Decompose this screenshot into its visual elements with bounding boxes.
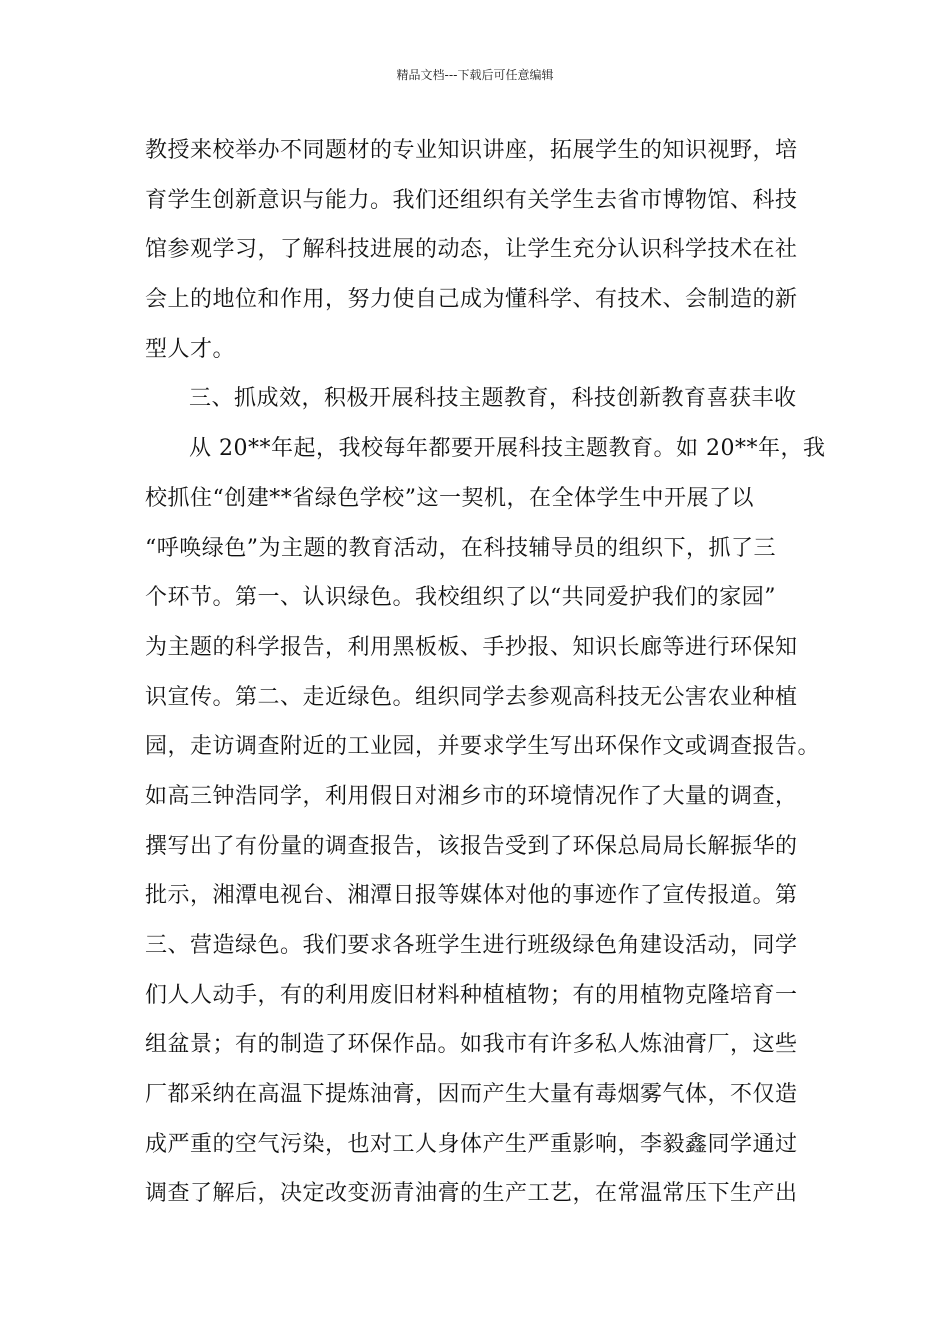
text-line: 们人人动手，有的利用废旧材料种植植物；有的用植物克隆培育一 bbox=[145, 982, 798, 1008]
text-line: 如高三钟浩同学，利用假日对湘乡市的环境情况作了大量的调查， bbox=[145, 783, 798, 809]
text-line: 厂都采纳在高温下提炼油膏，因而产生大量有毒烟雾气体，不仅造 bbox=[145, 1082, 798, 1108]
text-line: 会上的地位和作用，努力使自己成为懂科学、有技术、会制造的新 bbox=[145, 287, 798, 313]
text-line: 型人才。 bbox=[145, 336, 236, 362]
text-line: 识宣传。第二、走近绿色。组织同学去参观高科技无公害农业种植 bbox=[145, 684, 798, 710]
text-line: 批示，湘潭电视台、湘潭日报等媒体对他的事迹作了宣传报道。第 bbox=[145, 883, 798, 909]
paragraph-start-line: 从 20**年起，我校每年都要开展科技主题教育。如 20**年，我 bbox=[189, 436, 826, 462]
text-line: 三、营造绿色。我们要求各班学生进行班级绿色角建设活动，同学 bbox=[145, 933, 798, 958]
text-line: 成严重的空气污染，也对工人身体产生严重影响，李毅鑫同学通过 bbox=[145, 1131, 798, 1157]
text-line: 教授来校举办不同题材的专业知识讲座，拓展学生的知识视野，培 bbox=[145, 138, 798, 163]
text-line: 园，走访调查附近的工业园，并要求学生写出环保作文或调查报告。 bbox=[145, 734, 821, 760]
page-header: 精品文档---下载后可任意编辑 bbox=[396, 68, 554, 82]
section-heading: 三、抓成效，积极开展科技主题教育，科技创新教育喜获丰收 bbox=[189, 386, 797, 412]
text-line: 校抓住“创建**省绿色学校”这一契机，在全体学生中开展了以 bbox=[145, 485, 754, 511]
text-line: 调查了解后，决定改变沥青油膏的生产工艺，在常温常压下生产出 bbox=[145, 1181, 798, 1207]
text-line: 组盆景；有的制造了环保作品。如我市有许多私人炼油膏厂，这些 bbox=[145, 1032, 798, 1058]
text-line: 育学生创新意识与能力。我们还组织有关学生去省市博物馆、科技 bbox=[145, 187, 798, 213]
text-line: 个环节。第一、认识绿色。我校组织了以“共同爱护我们的家园” bbox=[145, 585, 776, 611]
text-line: 撰写出了有份量的调查报告，该报告受到了环保总局局长解振华的 bbox=[145, 833, 798, 859]
document-body bbox=[145, 132, 825, 1225]
text-line: 馆参观学习，了解科技进展的动态，让学生充分认识科学技术在社 bbox=[145, 237, 798, 263]
text-line: “呼唤绿色”为主题的教育活动，在科技辅导员的组织下，抓了三 bbox=[145, 535, 776, 561]
text-line: 为主题的科学报告，利用黑板板、手抄报、知识长廊等进行环保知 bbox=[145, 634, 798, 660]
